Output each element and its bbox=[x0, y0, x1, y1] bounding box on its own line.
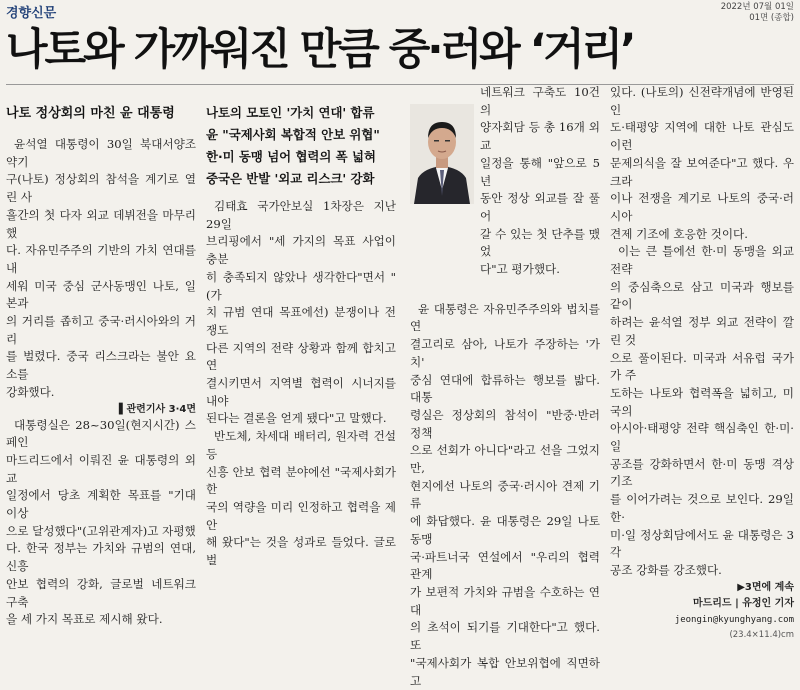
column-2 bbox=[206, 96, 396, 570]
body-line: 동안 정상 외교를 잘 풀어 bbox=[480, 191, 600, 223]
body-line: 브리핑에서 "세 가지의 목표 사업이 충분 bbox=[206, 234, 396, 267]
body-line: 다. 한국 정부는 가치와 규범의 연대, 신흥 bbox=[6, 541, 196, 574]
body-line: 도하는 나토와 협력폭을 넓히고, 미국의 bbox=[610, 385, 794, 418]
body-line: 있다. (나토의) 신전략개념에 반영된 인 bbox=[610, 85, 794, 117]
body-line: 해 왔다"는 것을 성과로 들었다. 글로벌 bbox=[206, 535, 396, 568]
related-articles-ref: ▌관련기사 3·4면 bbox=[118, 403, 196, 415]
body-line: 강화했다. bbox=[6, 384, 55, 399]
body-line: 네트워크 구축도 10건의 bbox=[480, 85, 600, 117]
body-line: 견제 기조에 호응한 것이다. bbox=[610, 226, 748, 241]
body-line: 으로 달성했다"(고위관계자)고 자평했 bbox=[6, 523, 196, 538]
body-line: 안보 협력의 강화, 글로벌 네트워크 구축 bbox=[6, 576, 196, 609]
body-line: 치 규범 연대 목표에선) 분쟁이나 전쟁도 bbox=[206, 305, 396, 337]
body-line: 된다는 결론을 얻게 됐다"고 말했다. bbox=[206, 411, 387, 426]
body-line: 윤석열 대통령이 30일 북대서양조약기 bbox=[6, 137, 196, 169]
body-line: 령실은 정상회의 참석이 "반중·반러 정책 bbox=[410, 407, 600, 440]
column-3 bbox=[410, 85, 600, 690]
body-line: 공조를 강화하면서 한·미 동맹 격상 기조 bbox=[610, 456, 794, 489]
body-line: 미·일 정상회담에서도 윤 대통령은 3각 bbox=[610, 527, 794, 560]
body-line: 의 거리를 좁히고 중국·러시아와의 거리 bbox=[6, 314, 196, 346]
body-line: 도·태평양 지역에 대한 나토 관심도 이런 bbox=[610, 120, 794, 153]
body-line: "국제사회가 복합 안보위협에 직면하고 bbox=[410, 655, 600, 688]
body-line: 으로 풀이된다. 미국과 서유럽 국가가 주 bbox=[610, 350, 794, 383]
body-line: 현지에선 나토의 중국·러시아 견제 기류 bbox=[410, 478, 600, 511]
kicker-line: 윤 "국제사회 복합적 안보 위협" bbox=[206, 127, 380, 142]
body-line: 이나 전쟁을 계기로 나토의 중국·러시아 bbox=[610, 191, 794, 223]
body-line: 김태효 국가안보실 1차장은 지난 29일 bbox=[206, 199, 396, 231]
reporter-email[interactable]: jeongin@kyunghyang.com bbox=[674, 615, 794, 626]
subhead: 나토 정상회의 마친 윤 대통령 bbox=[6, 106, 175, 121]
body-line: 를 이어가려는 것으로 보인다. 29일 한· bbox=[610, 492, 794, 524]
article-size: (23.4×11.4)cm bbox=[729, 630, 794, 641]
body-line: 마드리드에서 이뤄진 윤 대통령의 외교 bbox=[6, 452, 196, 485]
body-line: 일정에서 당초 계획한 목표를 "기대 이상 bbox=[6, 488, 196, 521]
body-line: 으로 선회가 아니다"라고 선을 그었지만, bbox=[410, 443, 600, 476]
kicker-line: 나토의 모토인 '가치 연대' 합류 bbox=[206, 105, 375, 120]
body-line: 히 충족되지 않았나 생각한다"면서 "(가 bbox=[206, 269, 396, 302]
column-1 bbox=[6, 96, 196, 629]
body-line: 흘간의 첫 다자 외교 데뷔전을 마무리했 bbox=[6, 207, 196, 240]
body-line: 일정을 통해 "앞으로 5년 bbox=[480, 155, 600, 188]
body-line: 다. 자유민주주의 기반의 가치 연대를 내 bbox=[6, 243, 196, 275]
body-line: 공조 강화를 강조했다. bbox=[610, 562, 722, 577]
body-line: 이는 큰 틀에선 한·미 동맹을 외교 전략 bbox=[610, 244, 794, 277]
body-line: 의 초석이 되기를 기대한다"고 했다. 또 bbox=[410, 620, 600, 653]
body-line: 결고리로 삼아, 나토가 주장하는 '가치' bbox=[410, 337, 600, 369]
kicker-line: 중국은 반발 '외교 리스크' 강화 bbox=[206, 171, 375, 186]
body-line: 신흥 안보 협력 분야에선 "국제사회가 한 bbox=[206, 464, 396, 497]
body-line: 하려는 윤석열 정부 외교 전략이 깔린 것 bbox=[610, 315, 794, 347]
body-line: 다른 지역의 전략 상황과 함께 합치고 연 bbox=[206, 340, 396, 373]
body-line: 다"고 평가했다. bbox=[480, 262, 560, 277]
body-line: 구(나토) 정상회의 참석을 계기로 열린 사 bbox=[6, 172, 196, 205]
kicker-line: 한·미 동맹 넘어 협력의 폭 넓혀 bbox=[206, 149, 376, 164]
body-line: 세워 미국 중심 군사동맹인 나토, 일본과 bbox=[6, 278, 196, 311]
body-line: 반도체, 차세대 배터리, 원자력 건설 등 bbox=[206, 429, 396, 461]
body-line: 를 벌렸다. 중국 리스크라는 불안 요소를 bbox=[6, 349, 196, 382]
body-line: 국의 역량을 미리 인정하고 협력을 제안 bbox=[206, 499, 396, 532]
masthead: 경향신문 bbox=[6, 6, 57, 21]
body-line: 결시키면서 지역별 협력이 시너지를 내야 bbox=[206, 376, 396, 408]
body-line: 대통령실은 28~30일(현지시간) 스페인 bbox=[6, 417, 196, 450]
kicker-block bbox=[206, 102, 396, 190]
body-line: 문제의식을 잘 보여준다"고 했다. 우크라 bbox=[610, 155, 794, 188]
dateline bbox=[721, 2, 794, 24]
body-line: 국·파트너국 연설에서 "우리의 협력 관계 bbox=[410, 549, 600, 582]
issue-date: 2022년 07월 01일 bbox=[720, 2, 794, 12]
body-line: 가 보편적 가치와 규범을 수호하는 연대 bbox=[410, 584, 600, 617]
photo-wrap-text bbox=[480, 84, 600, 279]
body-line: 의 중심축으로 삼고 미국과 행보를 같이 bbox=[610, 279, 794, 312]
body-line: 양자회담 등 총 16개 외교 bbox=[480, 120, 600, 153]
body-line: 갈 수 있는 첫 단추를 맸었 bbox=[480, 226, 600, 259]
page-number: 01면 (종합) bbox=[749, 13, 794, 23]
body-line: 중심 연대에 합류하는 행보를 밟다. 대통 bbox=[410, 372, 600, 405]
body-line: 에 화답했다. 윤 대통령은 29일 나토 동맹 bbox=[410, 514, 600, 546]
body-line: 아시아·태평양 전략 핵심축인 한·미·일 bbox=[610, 421, 794, 454]
body-line: 을 세 가지 목표로 제시해 왔다. bbox=[6, 612, 163, 627]
continue-link[interactable]: ▶3면에 계속 bbox=[737, 581, 794, 593]
headline: 나토와 가까워진 만큼 중·러와 ‘거리’ bbox=[6, 25, 634, 75]
byline: 마드리드 | 유정인 기자 bbox=[692, 597, 794, 609]
body-line: 윤 대통령은 자유민주주의와 법치를 연 bbox=[410, 301, 600, 334]
column-4 bbox=[610, 84, 794, 642]
